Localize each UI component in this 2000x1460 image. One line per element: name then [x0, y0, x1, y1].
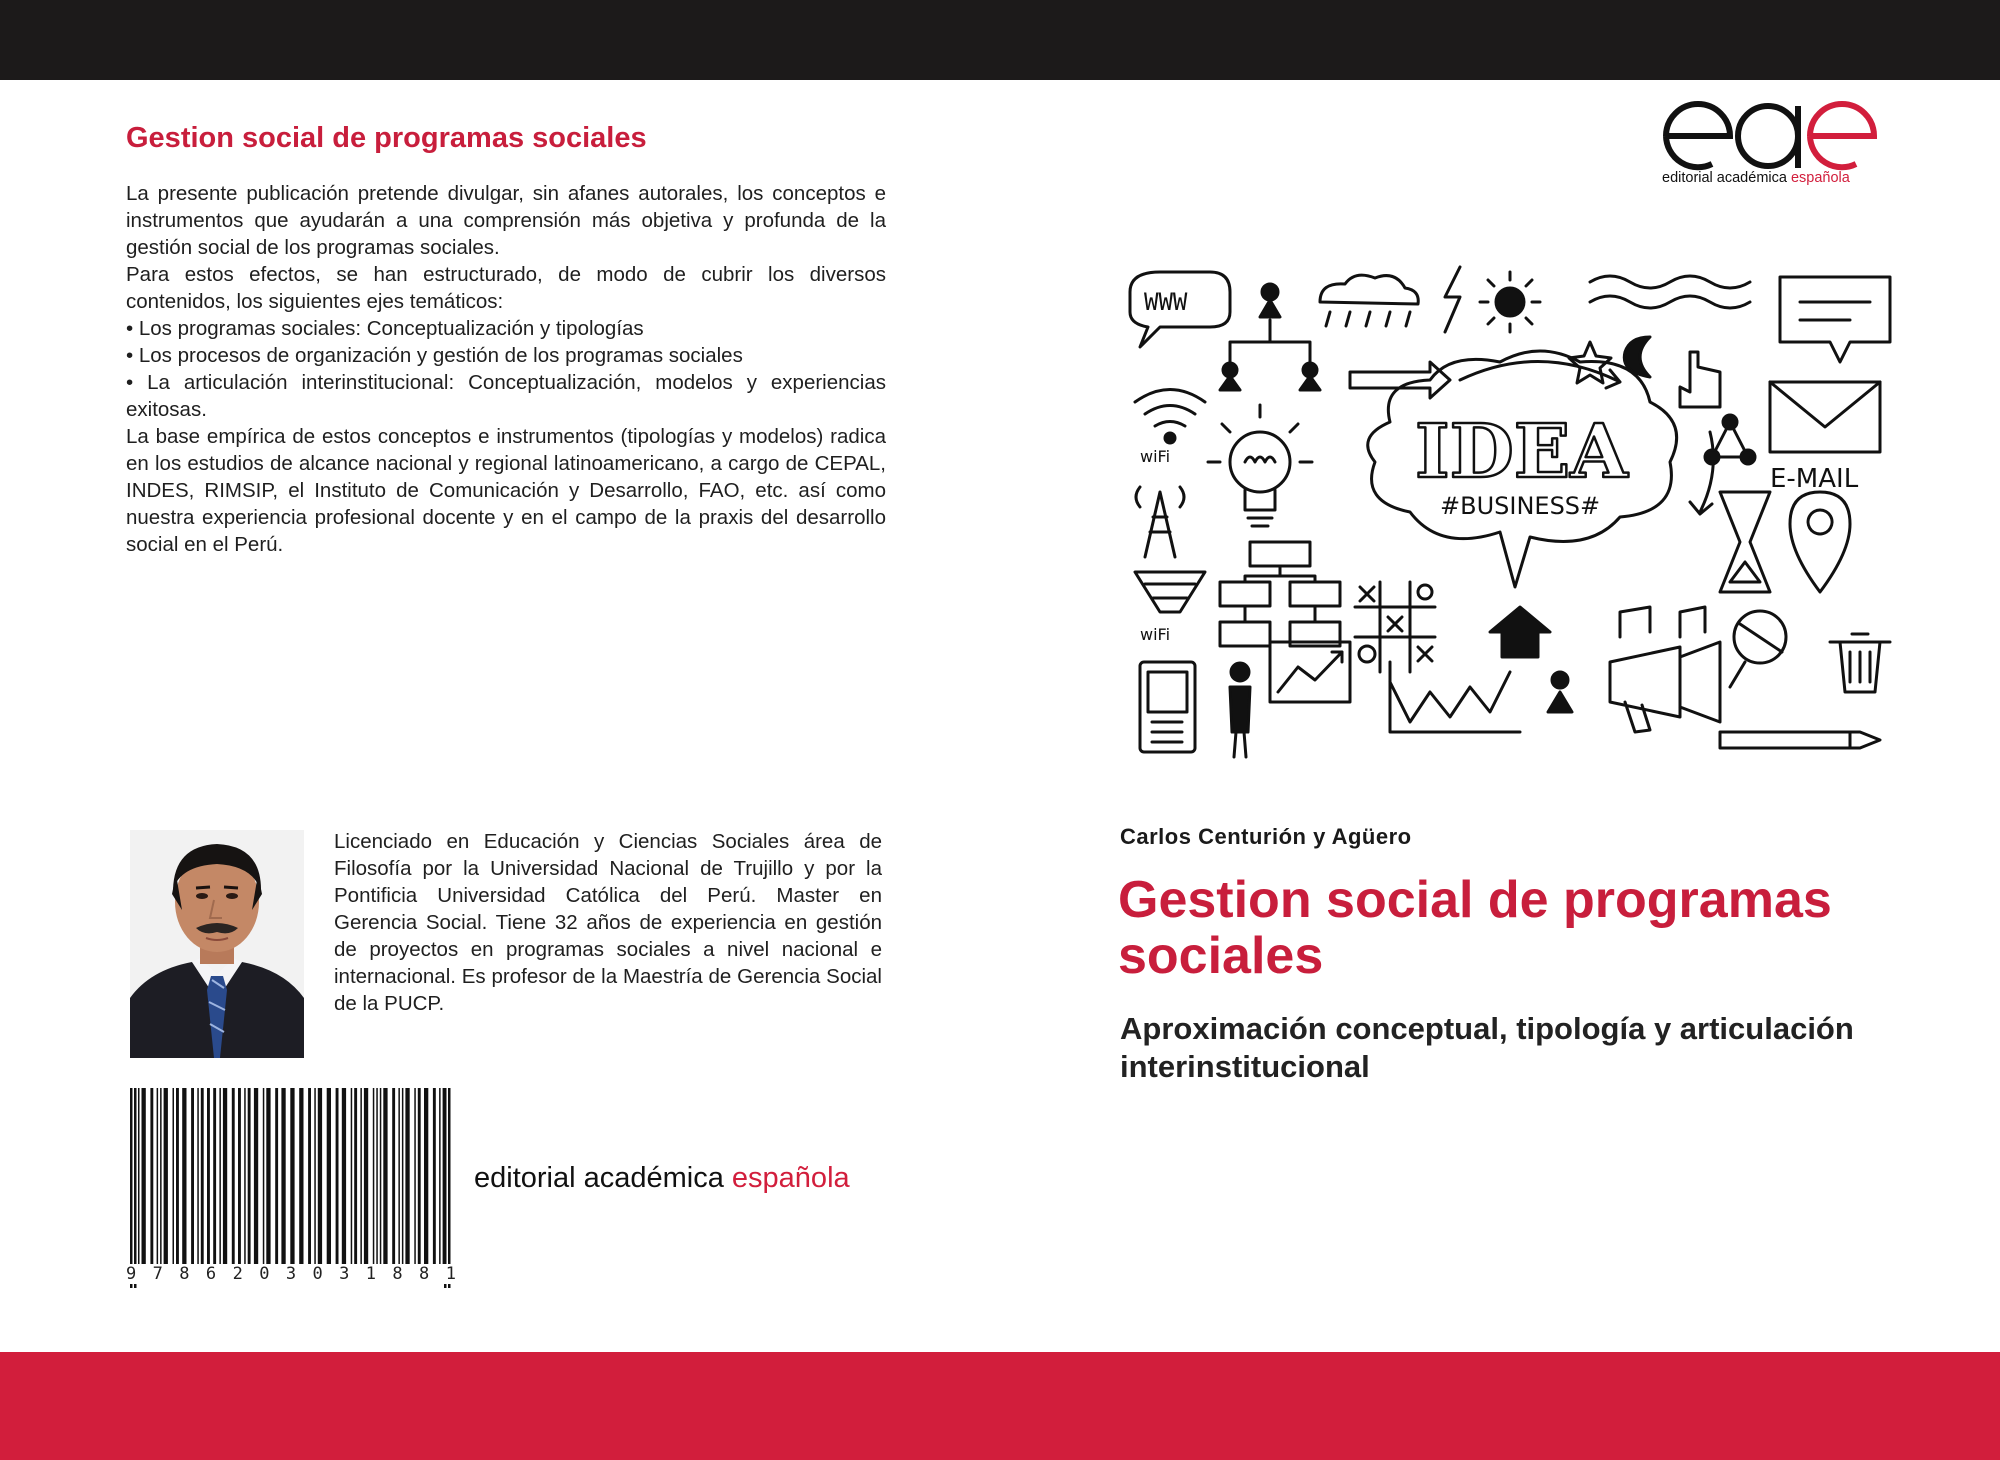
barcode-bar: [263, 1088, 265, 1268]
chat-box-icon: [1780, 277, 1890, 362]
barcode-digit: 1: [445, 1264, 456, 1284]
barcode-bar: [275, 1088, 278, 1268]
barcode-bar: [439, 1088, 441, 1268]
barcode-bar: [213, 1088, 216, 1268]
barcode-bar: [157, 1088, 159, 1268]
location-pin-icon: [1790, 492, 1850, 592]
idea-label: IDEA: [1415, 409, 1628, 495]
barcode-bar: [380, 1088, 382, 1268]
author-bio: Licenciado en Educación y Ciencias Sociales área de Filosofía por la Universidad Nacional de Trujillo y por la Pontificia Universidad Católica del Perú. Master en Gerencia Social. Tiene 32 años de experiencia en gestión de proyectos en programas sociales a nivel nacional e internacional. Es profesor de la Maestría de Gerencia Social de la PUCP.: [334, 830, 882, 1015]
wifi-icon: [1135, 390, 1205, 467]
barcode-bar: [448, 1088, 451, 1288]
hourglass-icon: [1720, 492, 1770, 592]
barcode-bar: [318, 1088, 322, 1268]
barcode-bar: [266, 1088, 270, 1268]
lightbulb-icon: [1208, 405, 1312, 526]
barcode-bar: [402, 1088, 404, 1268]
barcode-bar: [134, 1088, 137, 1288]
barcode-digit: 2: [232, 1264, 243, 1284]
barcode-digit: 0: [259, 1264, 270, 1284]
barcode-digit: 7: [152, 1264, 163, 1284]
wave-icon: [1590, 276, 1750, 308]
network-icon: [1220, 284, 1320, 390]
house-arrow-icon: [1490, 607, 1550, 657]
blurb-bullet: • La articulación interinstitucional: Conceptualización, modelos y experiencias exitosas.: [126, 371, 886, 421]
barcode-bar: [150, 1088, 153, 1268]
email-icon: [1770, 382, 1880, 494]
barcode-bar: [142, 1088, 146, 1268]
barcode-bar: [191, 1088, 194, 1268]
radio-tower-icon: [1136, 487, 1184, 557]
barcode-bar: [248, 1088, 251, 1268]
barcode-digit: 3: [339, 1264, 350, 1284]
barcode-digit: 0: [312, 1264, 323, 1284]
front-subtitle: Aproximación conceptual, tipología y articulación interinstitucional: [1120, 1011, 1854, 1084]
cloud-rain-icon: [1320, 275, 1418, 326]
barcode-bar: [254, 1088, 258, 1268]
barcode-bar: [138, 1088, 140, 1268]
blurb-bullet: • Los programas sociales: Conceptualización y tipologías: [126, 317, 644, 340]
doodle-illustration: [1120, 262, 1900, 762]
www-label: WWW: [1144, 288, 1188, 316]
tic-tac-toe-icon: [1355, 582, 1435, 672]
barcode-bar: [342, 1088, 346, 1268]
barcode-bar: [351, 1088, 353, 1268]
blurb-bullet: • Los procesos de organización y gestión de los programas sociales: [126, 344, 743, 367]
barcode-bar: [182, 1088, 186, 1268]
barcode-bar: [383, 1088, 387, 1268]
barcode-bar: [238, 1088, 241, 1268]
barcode-bar: [308, 1088, 311, 1268]
idea-cloud-icon: [1368, 351, 1677, 587]
blurb-paragraph: Para estos efectos, se han estructurado, de modo de cubrir los diversos contenidos, los siguientes ejes temáticos:: [126, 263, 886, 313]
barcode-bar: [418, 1088, 421, 1268]
barcode-bar: [223, 1088, 227, 1268]
barcode-bar: [354, 1088, 357, 1268]
flowchart-icon: [1220, 542, 1340, 646]
barcode-digit: 8: [392, 1264, 403, 1284]
funnel-icon: [1135, 572, 1205, 644]
barcode-digit: 1: [365, 1264, 377, 1284]
barcode-bar: [392, 1088, 395, 1268]
isbn-digits: [126, 1264, 456, 1284]
business-label: #BUSINESS#: [1440, 492, 1601, 520]
barcode-bar: [164, 1088, 168, 1268]
person-icon: [1548, 672, 1572, 712]
barcode-bar: [336, 1088, 339, 1268]
blurb-paragraph: La presente publicación pretende divulgar, sin afanes autorales, los conceptos e instrumentos que ayudarán a una comprensión más objetiva y profunda de la gestión social de los programas sociales.: [126, 182, 886, 259]
barcode-bar: [130, 1088, 133, 1288]
pencil-icon: [1720, 732, 1880, 748]
barcode-bar: [398, 1088, 400, 1268]
barcode-digit: 8: [419, 1264, 430, 1284]
logo-text-main: editorial académica: [1662, 170, 1791, 186]
sun-icon: [1480, 272, 1540, 332]
front-title: Gestion social de programas sociales: [1118, 871, 1832, 985]
barcode-digit: 3: [285, 1264, 297, 1284]
publisher-name-accent: española: [731, 1162, 850, 1194]
publisher-name: [474, 1162, 850, 1195]
barcode-bar: [433, 1088, 436, 1268]
barcode-bar: [405, 1088, 409, 1268]
barcode-digit: 6: [205, 1264, 217, 1284]
isbn-barcode: [126, 1088, 456, 1288]
barcode-bar: [414, 1088, 416, 1268]
publisher-name-main: editorial académica: [474, 1162, 732, 1194]
wifi-label-2: wiFi: [1140, 625, 1171, 644]
barcode-bar: [424, 1088, 428, 1268]
magnifier-icon: [1730, 611, 1786, 687]
barcode-bar: [207, 1088, 210, 1268]
phone-icon: [1140, 662, 1195, 752]
barcode-bar: [444, 1088, 447, 1288]
back-cover-title: Gestion social de programas sociales: [126, 122, 647, 154]
barcode-bar: [290, 1088, 294, 1268]
barcode-bar: [327, 1088, 331, 1268]
presenter-chart-icon: [1230, 642, 1350, 757]
barcode-bar: [364, 1088, 368, 1268]
barcode-bar: [173, 1088, 175, 1268]
barcode-bar: [376, 1088, 378, 1268]
megaphone-icon: [1610, 642, 1720, 732]
top-band: [0, 0, 2000, 80]
email-label: E-MAIL: [1770, 464, 1859, 494]
curve-arrow-icon: [1460, 361, 1620, 388]
barcode-digit: 8: [179, 1264, 190, 1284]
bottom-band: [0, 1352, 2000, 1460]
lightning-icon: [1445, 267, 1460, 332]
barcode-bar: [201, 1088, 204, 1268]
barcode-bar: [281, 1088, 285, 1268]
barcode-bar: [299, 1088, 303, 1268]
arrow-down-icon: [1690, 432, 1713, 514]
back-cover-blurb: [126, 180, 886, 558]
music-notes-icon: [1620, 607, 1705, 637]
barcode-bar: [360, 1088, 362, 1268]
barcode-bar: [373, 1088, 375, 1268]
author-photo: [130, 830, 304, 1058]
barcode-bar: [219, 1088, 221, 1268]
barcode-bar: [314, 1088, 316, 1268]
barcode-bar: [176, 1088, 179, 1268]
hand-pointer-icon: [1680, 352, 1720, 407]
barcode-bar: [244, 1088, 246, 1268]
wifi-label: wiFi: [1140, 447, 1171, 466]
blurb-paragraph: La base empírica de estos conceptos e instrumentos (tipologías y modelos) radica en los estudios de alcance nacional y regional latinoamericano, a cargo de CEPAL, INDES, RIMSIP, el Instituto de Comunicación y Desarrollo, FAO, etc. así como nuestra experiencia profesional docente y en el campo de la praxis del desarrollo social en el Perú.: [126, 425, 886, 556]
barcode-bar: [197, 1088, 199, 1268]
barcode-bar: [160, 1088, 162, 1268]
front-author: Carlos Centurión y Agüero: [1120, 824, 1412, 849]
logo-text: [1662, 170, 1850, 186]
barcode-bar: [232, 1088, 235, 1268]
trash-bin-icon: [1830, 634, 1890, 692]
barcode-digit: 9: [126, 1264, 137, 1284]
arrow-right-icon: [1350, 362, 1450, 398]
logo-text-accent: española: [1790, 170, 1850, 186]
